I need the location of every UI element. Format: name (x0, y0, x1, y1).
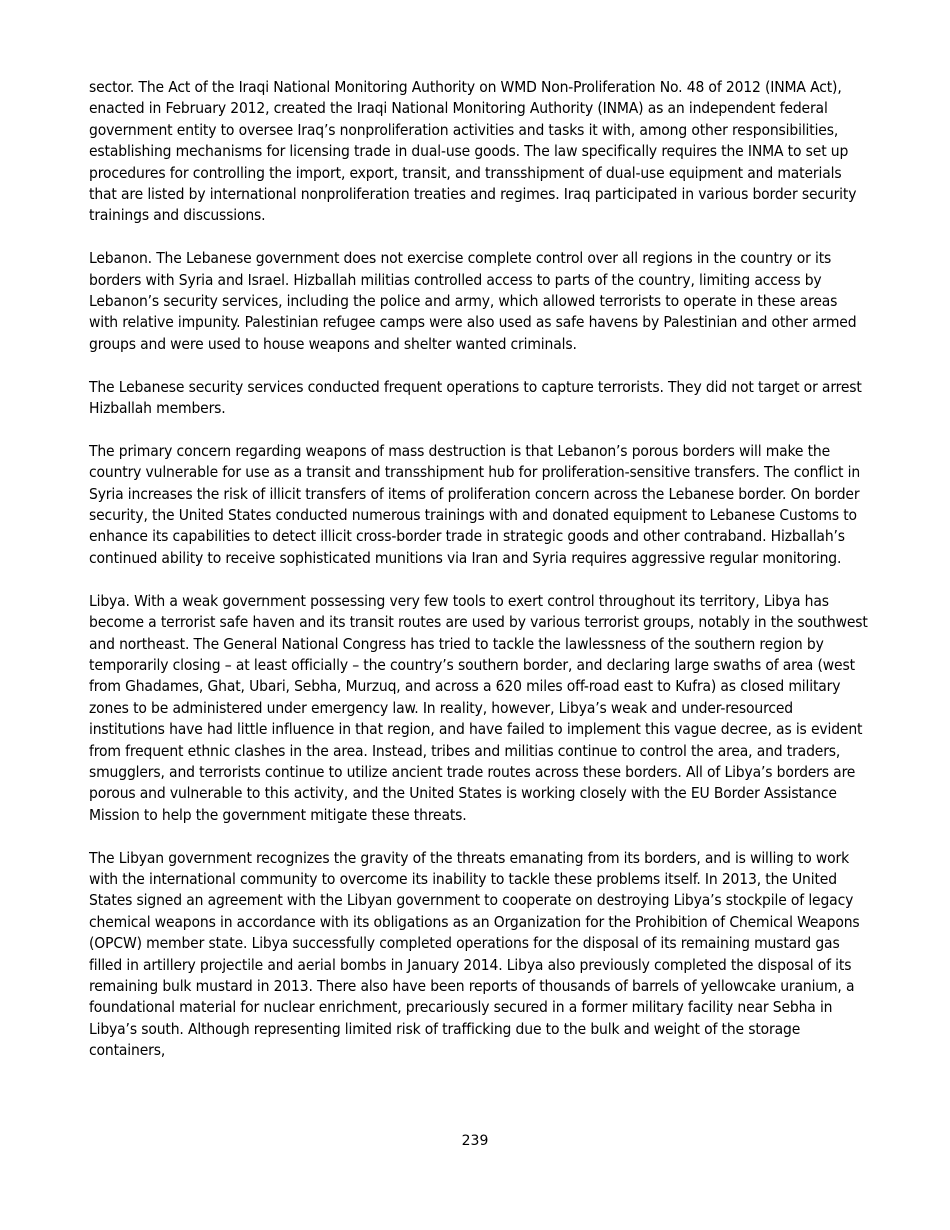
paragraph-lebanon-wmd: The primary concern regarding weapons of mass destruction is that Lebanon’s porous borders will make the country vulnerable for use as a transit and transshipment hub for proliferation-sensitive transfers. The conflict in Syria increases the risk of illicit transfers of items of proliferation concern across the Lebanese border. On border security, the United States conducted numerous trainings with and donated equipment to Lebanese Customs to enhance its capabilities to detect illicit cross-border trade in strategic goods and other contraband. Hizballah’s continued ability to receive sophisticated munitions via Iran and Syria requires aggressive regular monitoring. (89, 441, 861, 567)
paragraph-lebanon-intro: Lebanon. The Lebanese government does not exercise complete control over all regions in the country or its borders with Syria and Israel. Hizballah militias controlled access to parts of the country, limiting access by Lebanon’s security services, including the police and army, which allowed terrorists to operate in these areas with relative impunity. Palestinian refugee camps were also used as safe havens by Palestinian and other armed groups and were used to house weapons and shelter wanted criminals. (89, 249, 857, 353)
paragraph-iraq-inma: sector. The Act of the Iraqi National Monitoring Authority on WMD Non-Proliferation No. 48 of 2012 (INMA Act), enacted in February 2012, created the Iraqi National Monitoring Authority (INMA) as an independent federal government entity to oversee Iraq’s nonproliferation activities and tasks it with, among other responsibilities, establishing mechanisms for licensing trade in dual-use goods. The law specifically requires the INMA to set up procedures for controlling the import, export, transit, and transshipment of dual-use equipment and materials that are listed by international nonproliferation treaties and regimes. Iraq participated in various border security trainings and discussions. (89, 78, 857, 225)
paragraph-libya-government: The Libyan government recognizes the gravity of the threats emanating from its borders, and is willing to work with the international community to overcome its inability to tackle these problems itself. In 2013, the United States signed an agreement with the Libyan government to cooperate on destroying Libya’s stockpile of legacy chemical weapons in accordance with its obligations as an Organization for the Prohibition of Chemical Weapons (OPCW) member state. Libya successfully completed operations for the disposal of its remaining mustard gas filled in artillery projectile and aerial bombs in January 2014. Libya also previously completed the disposal of its remaining bulk mustard in 2013. There also have been reports of thousands of barrels of yellowcake uranium, a foundational material for nuclear enrichment, precariously secured in a former military facility near Sebha in Libya’s south. Although representing limited risk of trafficking due to the bulk and weight of the storage containers, (89, 848, 860, 1060)
page-number: 239 (461, 1133, 489, 1149)
document-body (89, 77, 869, 1083)
paragraph-lebanon-security: The Lebanese security services conducted frequent operations to capture terrorists. They did not target or arrest Hizballah members. (89, 377, 862, 418)
paragraph-libya-intro: Libya. With a weak government possessing very few tools to exert control throughout its territory, Libya has become a terrorist safe haven and its transit routes are used by various terrorist groups, notably in the southwest and northeast. The General National Congress has tried to tackle the lawlessness of the southern region by temporarily closing – at least officially – the country’s southern border, and declaring large swaths of area (west from Ghadames, Ghat, Ubari, Sebha, Murzuq, and across a 620 miles off-road east to Kufra) as closed military zones to be administered under emergency law. In reality, however, Libya’s weak and under-resourced institutions have had little influence in that region, and have failed to implement this vague decree, as is evident from frequent ethnic clashes in the area. Instead, tribes and militias continue to control the area, and traders, smugglers, and terrorists continue to utilize ancient trade routes across these borders. All of Libya’s borders are porous and vulnerable to this activity, and the United States is working closely with the EU Border Assistance Mission to help the government mitigate these threats. (89, 591, 868, 824)
